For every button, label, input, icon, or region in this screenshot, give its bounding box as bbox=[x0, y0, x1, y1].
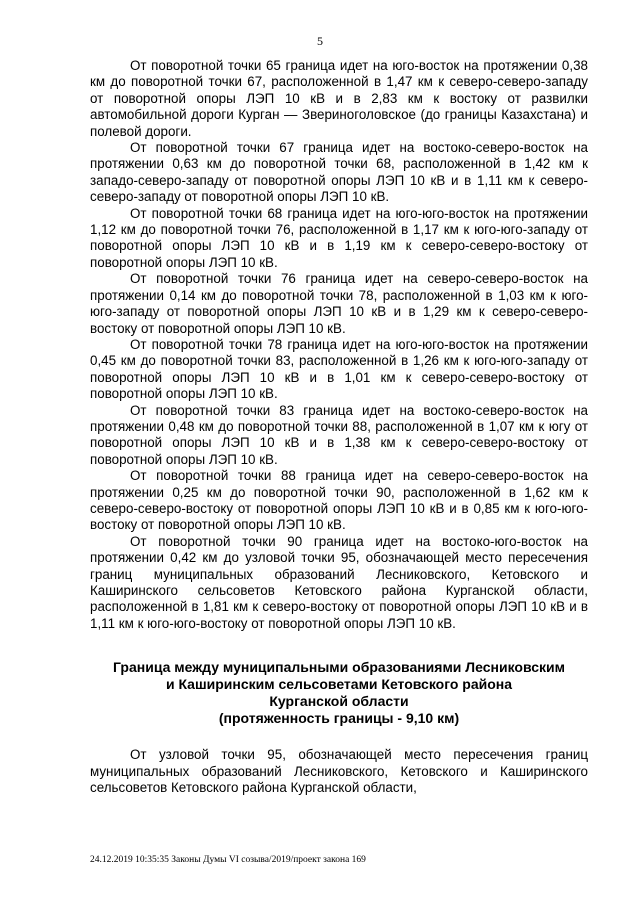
paragraph-point-78: От поворотной точки 78 граница идет на юго-юго-восток на протяжении 0,45 км до поворотной точки 83, расположенной в 1,26 км к юго-юго-западу от поворотной опоры ЛЭП 10 кВ и в 1,01 км к северо-северо-востоку от поворотной опоры ЛЭП 10 кВ. bbox=[90, 336, 588, 402]
section-heading-line-3: Курганской области bbox=[269, 693, 409, 710]
paragraph-point-83: От поворотной точки 83 граница идет на востоко-северо-восток на протяжении 0,48 км до поворотной точки 88, расположенной в 1,07 км к югу от поворотной опоры ЛЭП 10 кВ и в 1,38 км к северо-северо-востоку от поворотной опоры ЛЭП 10 кВ. bbox=[90, 402, 588, 467]
section-heading-line-2: и Каширинским сельсоветами Кетовского района bbox=[165, 676, 513, 693]
paragraph-point-88: От поворотной точки 88 граница идет на северо-северо-восток на протяжении 0,25 км до поворотной точки 90, расположенной в 1,62 км к северо-северо-востоку от поворотной опоры ЛЭП 10 кВ и в 0,85 км к юго-юго-востоку от поворотной опоры ЛЭП 10 кВ. bbox=[90, 468, 588, 533]
paragraph-point-65: От поворотной точки 65 граница идет на юго-восток на протяжении 0,38 км до поворотной точки 67, расположенной в 1,47 км к северо-северо-западу от поворотной опоры ЛЭП 10 кВ и в 2,83 км к востоку от развилки автомобильной дороги Курган — Звериноголовское (до границы Казахстана) и полевой дороги. bbox=[90, 58, 588, 139]
paragraph-point-76: От поворотной точки 76 граница идет на северо-северо-восток на протяжении 0,14 км до поворотной точки 78, расположенной в 1,03 км к юго-юго-западу от поворотной опоры ЛЭП 10 кВ и в 1,29 км к северо-северо-востоку от поворотной опоры ЛЭП 10 кВ. bbox=[90, 271, 588, 336]
paragraph-point-90: От поворотной точки 90 граница идет на востоко-юго-восток на протяжении 0,42 км до узловой точки 95, обозначающей место пересечения границ муниципальных образований Лесниковского, Кетовского и Каширинского сельсоветов Кетовского района Курганской области, расположенной в 1,81 км к северо-востоку от поворотной опоры ЛЭП 10 кВ и в 1,11 км к юго-юго-востоку от поворотной опоры ЛЭП 10 кВ. bbox=[90, 533, 588, 631]
paragraph-point-67: От поворотной точки 67 граница идет на востоко-северо-восток на протяжении 0,63 км до поворотной точки 68, расположенной в 1,42 км к западо-северо-западу от поворотной опоры ЛЭП 10 кВ и в 1,11 км к северо-северо-западу от поворотной опоры ЛЭП 10 кВ. bbox=[90, 140, 588, 205]
footer-file-stamp: 24.12.2019 10:35:35 Законы Думы VI созыва/2019/проект закона 169 bbox=[90, 855, 366, 865]
section-heading bbox=[90, 659, 588, 727]
paragraph-point-95: От узловой точки 95, обозначающей место пересечения границ муниципальных образований Лесниковского, Кетовского и Каширинского сельсоветов Кетовского района Курганской области, bbox=[90, 747, 588, 796]
page-number: 5 bbox=[317, 34, 323, 48]
document-body bbox=[90, 58, 588, 796]
section-heading-line-1: Граница между муниципальными образованиями Лесниковским bbox=[113, 659, 565, 676]
paragraph-point-68: От поворотной точки 68 граница идет на юго-юго-восток на протяжении 1,12 км до поворотной точки 76, расположенной в 1,17 км к юго-юго-западу от поворотной опоры ЛЭП 10 кВ и в 1,19 км к северо-северо-востоку от поворотной опоры ЛЭП 10 кВ. bbox=[90, 205, 588, 270]
section-heading-length: (протяженность границы - 9,10 км) bbox=[218, 710, 460, 727]
